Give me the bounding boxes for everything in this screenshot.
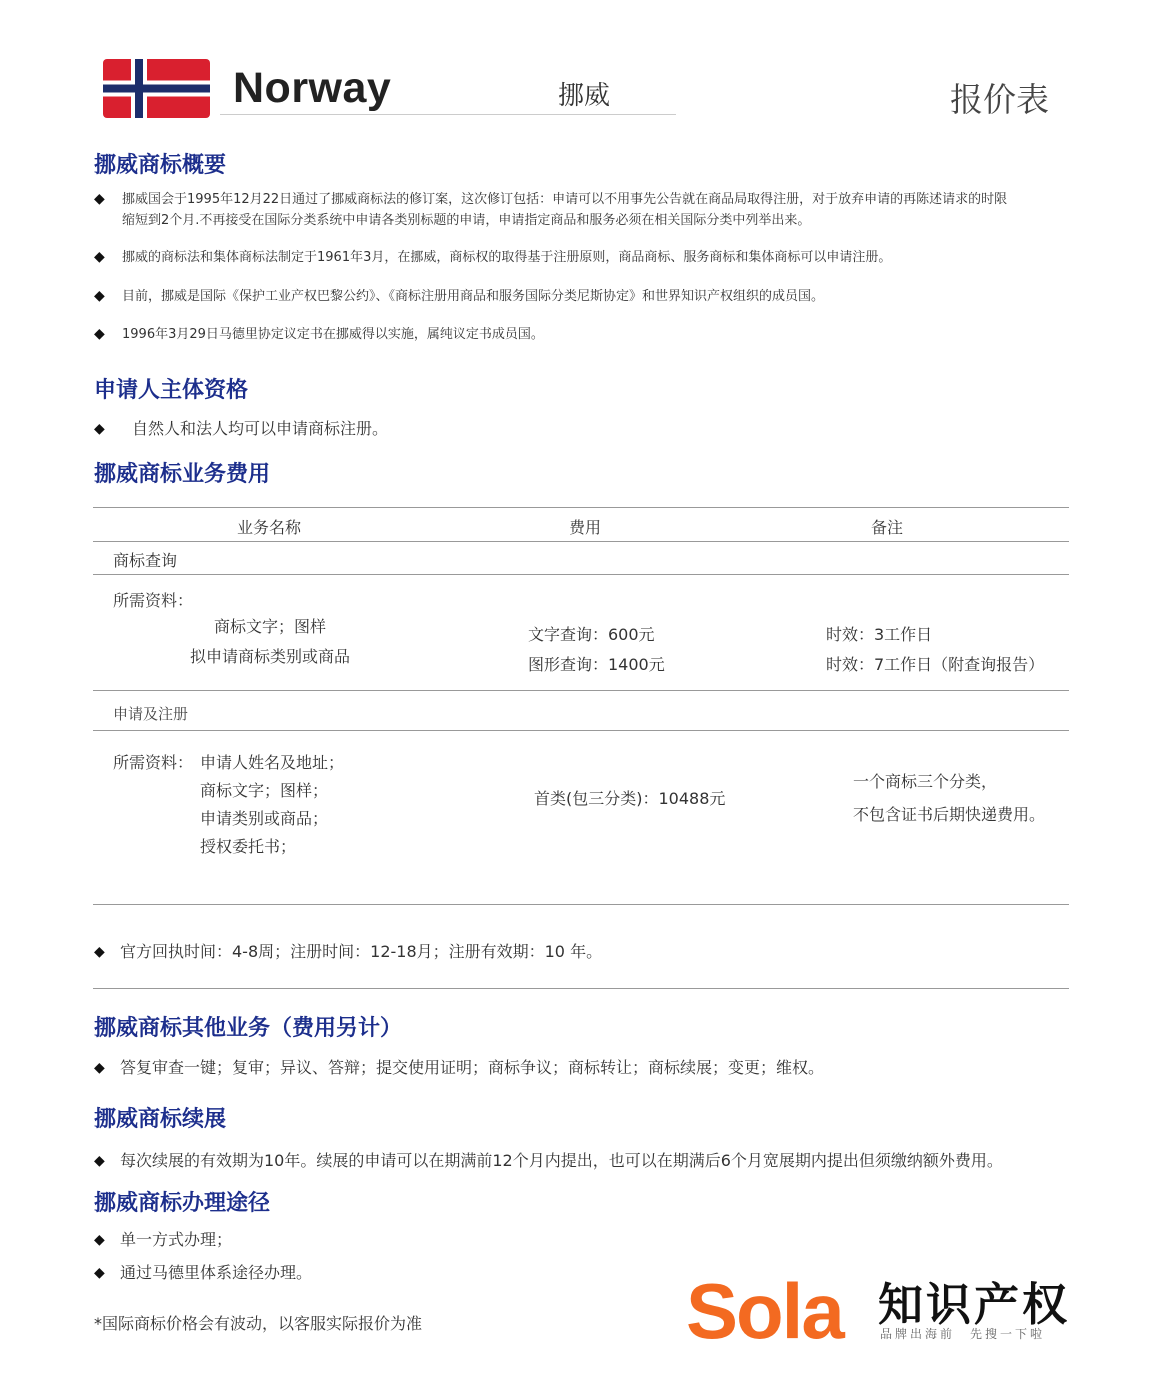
table-top-rule (93, 507, 1069, 508)
reg-req-item-1: 申请人姓名及地址； (200, 753, 345, 772)
reg-note-2: 不包含证书后期快递费用。 (853, 805, 1046, 824)
country-name-en: Norway (233, 64, 392, 112)
overview-item-3 (94, 286, 1084, 308)
reg-req-label: 所需资料： (113, 753, 194, 772)
bullet-icon: ◆ (94, 1265, 105, 1281)
reg-req-item-3: 申请类别或商品； (200, 809, 329, 828)
search-fee-text: 文字查询：600元 (528, 625, 655, 644)
country-name-cn: 挪威 (558, 81, 611, 111)
overview-item-1 (94, 189, 1084, 233)
overview-item-1-line2: 缩短到2个月.不再接受在国际分类系统中申请各类别标题的申请，申请指定商品和服务必须在相关国际分类中列举出来。 (122, 213, 811, 228)
reg-req-item-4: 授权委托书； (200, 837, 297, 856)
overview-heading: 挪威商标概要 (94, 153, 227, 178)
search-note-2: 时效：7工作日（附查询报告） (826, 655, 1045, 674)
search-req-label: 所需资料： (113, 591, 194, 610)
table-bottom-rule (93, 904, 1069, 905)
reg-req-item-2: 商标文字；图样； (200, 781, 329, 800)
sola-logo: Sola (686, 1267, 843, 1355)
section-search: 商标查询 (113, 551, 178, 570)
routes-heading: 挪威商标办理途径 (94, 1191, 271, 1216)
overview-item-1-line1: 挪威国会于1995年12月22日通过了挪威商标法的修订案，这次修订包括：申请可以不用事先公告就在商品局取得注册，对于放弃申请的再陈述请求的时限 (122, 192, 1008, 207)
renewal-item (94, 1150, 1094, 1172)
search-fee-image: 图形查询：1400元 (528, 655, 665, 674)
norway-flag-icon (103, 59, 210, 118)
col-header-service: 业务名称 (237, 518, 302, 537)
col-header-fee: 费用 (569, 518, 602, 537)
overview-item-3-text: 目前，挪威是国际《保护工业产权巴黎公约》、《商标注册用商品和服务国际分类尼斯协定》和世界知识产权组织的成员国。 (122, 289, 825, 304)
search-req-item-1: 商标文字；图样 (214, 617, 327, 636)
other-item-text: 答复审查一键；复审；异议、答辩；提交使用证明；商标争议；商标转让；商标续展；变更；维权。 (120, 1058, 825, 1077)
routes-item-2-text: 通过马德里体系途径办理。 (120, 1263, 313, 1282)
bullet-icon: ◆ (94, 1153, 105, 1169)
table-rule (93, 574, 1069, 575)
eligibility-item-text: 自然人和法人均可以申请商标注册。 (132, 419, 389, 438)
bullet-icon: ◆ (94, 191, 105, 207)
eligibility-item (94, 418, 994, 440)
section-registration: 申请及注册 (113, 705, 189, 723)
fees-heading: 挪威商标业务费用 (94, 462, 271, 487)
header-divider (220, 114, 676, 115)
overview-item-4-text: 1996年3月29日马德里协定议定书在挪威得以实施，属纯议定书成员国。 (122, 327, 544, 342)
bullet-icon: ◆ (94, 288, 105, 304)
table-header-rule (93, 541, 1069, 542)
bullet-icon: ◆ (94, 326, 105, 342)
overview-item-4 (94, 324, 1084, 346)
table-rule (93, 730, 1069, 731)
bullet-icon: ◆ (94, 421, 105, 437)
reg-note-1: 一个商标三个分类， (853, 772, 998, 791)
eligibility-heading: 申请人主体资格 (94, 378, 249, 403)
section-divider (93, 988, 1069, 989)
document-title: 报价表 (950, 80, 1049, 119)
reg-fee: 首类(包三分类)：10488元 (534, 789, 726, 808)
overview-item-2-text: 挪威的商标法和集体商标法制定于1961年3月，在挪威，商标权的取得基于注册原则，商品商标、服务商标和集体商标可以申请注册。 (122, 250, 892, 265)
bullet-icon: ◆ (94, 1232, 105, 1248)
table-rule (93, 690, 1069, 691)
renewal-item-text: 每次续展的有效期为10年。续展的申请可以在期满前12个月内提出，也可以在期满后6个月宽展期内提出但须缴纳额外费用。 (120, 1151, 1003, 1170)
routes-item-2 (94, 1262, 594, 1284)
other-heading: 挪威商标其他业务（费用另计） (94, 1016, 403, 1041)
renewal-heading: 挪威商标续展 (94, 1107, 227, 1132)
price-footnote: *国际商标价格会有波动，以客服实际报价为准 (94, 1314, 423, 1333)
routes-item-1 (94, 1229, 594, 1251)
overview-item-2 (94, 247, 1084, 269)
other-item (94, 1057, 1074, 1079)
routes-item-1-text: 单一方式办理； (120, 1230, 233, 1249)
logo-tagline: 品牌出海前 先搜一下啦 (880, 1327, 1046, 1341)
search-note-1: 时效：3工作日 (826, 625, 933, 644)
search-req-item-2: 拟申请商标类别或商品 (190, 647, 351, 666)
logo-brand-cn: 知识产权 (878, 1278, 1071, 1331)
col-header-note: 备注 (871, 518, 904, 537)
timeline-text: 官方回执时间：4-8周；注册时间：12-18月；注册有效期：10 年。 (120, 942, 603, 961)
bullet-icon: ◆ (94, 1060, 105, 1076)
bullet-icon: ◆ (94, 249, 105, 265)
bullet-icon: ◆ (94, 944, 105, 960)
timeline-item (94, 941, 994, 963)
